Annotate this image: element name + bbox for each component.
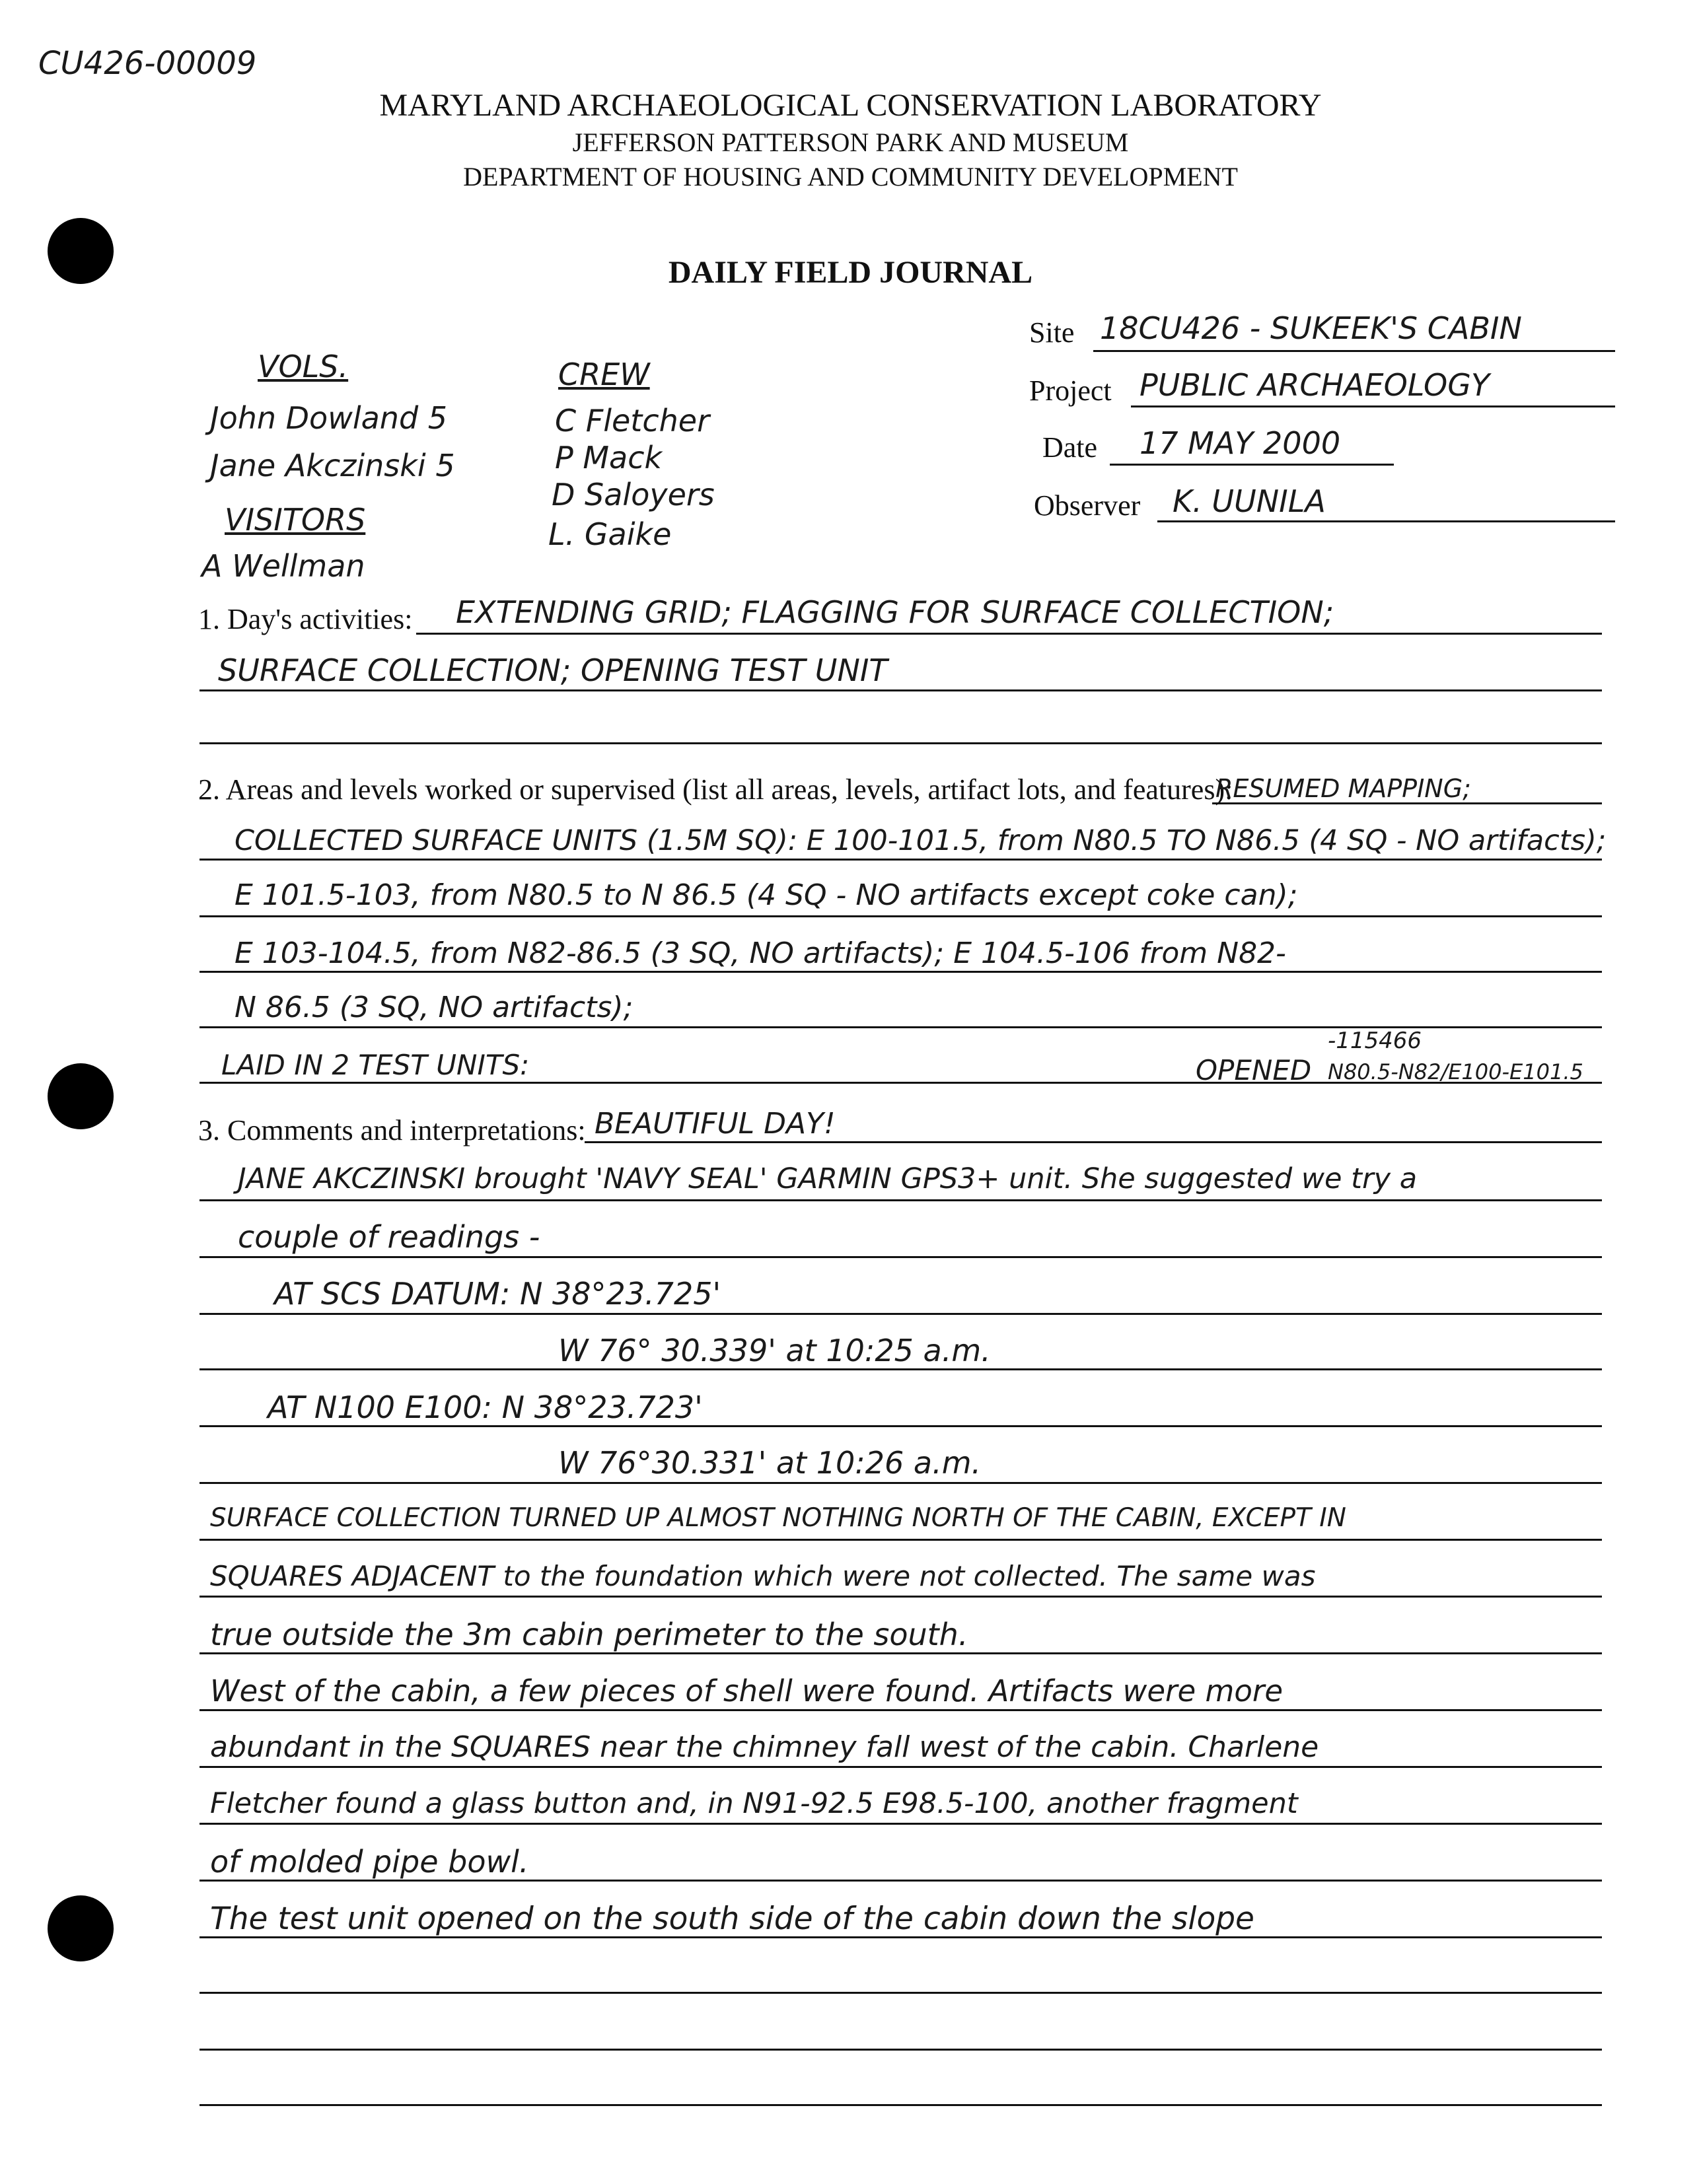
ruled-line xyxy=(199,1880,1602,1882)
project-label: Project xyxy=(1029,374,1112,407)
section-3-line: The test unit opened on the south side of the cabin down the slope xyxy=(210,1901,1254,1937)
observer-label: Observer xyxy=(1034,489,1141,522)
ruled-line xyxy=(199,1482,1602,1484)
ruled-line xyxy=(199,1709,1602,1711)
ruled-line xyxy=(199,2104,1602,2106)
ruled-line xyxy=(199,1082,1602,1084)
ruled-line xyxy=(199,689,1602,691)
section-3-label: 3. Comments and interpretations: xyxy=(198,1114,586,1146)
section-2-opened: OPENED xyxy=(1196,1054,1312,1086)
vols-heading: VOLS. xyxy=(258,349,349,384)
ruled-line xyxy=(199,1823,1602,1825)
ruled-line xyxy=(199,1766,1602,1768)
project-line xyxy=(1131,405,1615,407)
site-label: Site xyxy=(1029,316,1075,349)
section-2-first: RESUMED MAPPING; xyxy=(1215,774,1471,803)
section-2-line: N 86.5 (3 SQ, NO artifacts); xyxy=(235,991,633,1024)
ruled-line xyxy=(199,1313,1602,1315)
section-3-line: AT SCS DATUM: N 38°23.725' xyxy=(274,1276,721,1312)
date-value: 17 MAY 2000 xyxy=(1140,425,1341,461)
section-3-line: SURFACE COLLECTION TURNED UP ALMOST NOTHING NORTH OF THE CABIN, EXCEPT IN xyxy=(210,1503,1346,1533)
section-3-line: true outside the 3m cabin perimeter to the south. xyxy=(210,1617,968,1652)
section-3-line: W 76°30.331' at 10:26 a.m. xyxy=(558,1445,982,1481)
vol-name: John Dowland 5 xyxy=(210,400,448,436)
site-line xyxy=(1093,350,1615,352)
ruled-line xyxy=(199,1992,1602,1994)
ruled-line xyxy=(199,1596,1602,1598)
project-value: PUBLIC ARCHAEOLOGY xyxy=(1140,367,1490,403)
observer-value: K. UUNILA xyxy=(1173,483,1326,519)
section-2-line: E 101.5-103, from N80.5 to N 86.5 (4 SQ - NO artifacts except coke can); xyxy=(235,878,1298,912)
section-2-line: COLLECTED SURFACE UNITS (1.5M SQ): E 100-101.5, from N80.5 TO N86.5 (4 SQ - NO artifacts); xyxy=(235,824,1607,857)
section-2-line: E 103-104.5, from N82-86.5 (3 SQ, NO artifacts); E 104.5-106 from N82- xyxy=(235,936,1286,970)
ruled-line xyxy=(1212,802,1602,804)
section-3-line: Fletcher found a glass button and, in N91-92.5 E98.5-100, another fragment xyxy=(210,1787,1298,1820)
section-3-line: couple of readings - xyxy=(238,1219,540,1255)
document-id: CU426-00009 xyxy=(38,45,257,82)
ruled-line xyxy=(585,1141,1602,1143)
visitor-name: A Wellman xyxy=(201,548,365,584)
section-3-line: abundant in the SQUARES near the chimney fall west of the cabin. Charlene xyxy=(210,1730,1319,1764)
section-1-label: 1. Day's activities: xyxy=(198,603,413,635)
section-3-line: West of the cabin, a few pieces of shell were found. Artifacts were more xyxy=(210,1673,1284,1708)
section-1-line: EXTENDING GRID; FLAGGING FOR SURFACE COLLECTION; xyxy=(456,594,1334,630)
ruled-line xyxy=(199,1936,1602,1938)
ruled-line xyxy=(416,633,1602,635)
section-3-line: W 76° 30.339' at 10:25 a.m. xyxy=(558,1333,991,1368)
ruled-line xyxy=(199,1539,1602,1541)
section-3-line: of molded pipe bowl. xyxy=(210,1844,529,1880)
crew-name: P Mack xyxy=(555,440,663,476)
section-3-first: BEAUTIFUL DAY! xyxy=(595,1107,836,1141)
crew-name: C Fletcher xyxy=(555,403,709,439)
section-2-opened-id: -115466 xyxy=(1328,1028,1422,1054)
header-line-1: MARYLAND ARCHAEOLOGICAL CONSERVATION LABORATORY xyxy=(379,88,1322,123)
date-line xyxy=(1110,464,1394,466)
header-line-2: JEFFERSON PATTERSON PARK AND MUSEUM xyxy=(572,127,1129,157)
ruled-line xyxy=(199,1256,1602,1258)
section-2-opened-unit: N80.5-N82/E100-E101.5 xyxy=(1328,1059,1583,1084)
section-3-line: SQUARES ADJACENT to the foundation which were not collected. The same was xyxy=(210,1560,1316,1592)
section-2-laid: LAID IN 2 TEST UNITS: xyxy=(221,1049,530,1081)
page-title: DAILY FIELD JOURNAL xyxy=(668,255,1033,290)
ruled-line xyxy=(199,2049,1602,2051)
punch-hole xyxy=(48,1063,114,1129)
punch-hole xyxy=(48,1895,114,1961)
ruled-line xyxy=(199,1199,1602,1201)
ruled-line xyxy=(199,915,1602,917)
ruled-line xyxy=(199,1368,1602,1370)
header-line-3: DEPARTMENT OF HOUSING AND COMMUNITY DEVELOPMENT xyxy=(463,162,1238,192)
section-1-line: SURFACE COLLECTION; OPENING TEST UNIT xyxy=(218,652,888,688)
section-3-line: JANE AKCZINSKI brought 'NAVY SEAL' GARMIN GPS3+ unit. She suggested we try a xyxy=(238,1162,1418,1195)
observer-line xyxy=(1157,520,1615,522)
crew-name: D Saloyers xyxy=(552,477,715,512)
section-2-label: 2. Areas and levels worked or supervised (list all areas, levels, artifact lots, and features): xyxy=(198,773,1233,806)
visitors-heading: VISITORS xyxy=(225,502,366,538)
vol-name: Jane Akczinski 5 xyxy=(210,448,455,483)
site-value: 18CU426 - SUKEEK'S CABIN xyxy=(1100,310,1522,346)
ruled-line xyxy=(199,742,1602,744)
date-label: Date xyxy=(1042,431,1098,464)
crew-heading: CREW xyxy=(558,357,650,392)
ruled-line xyxy=(199,859,1602,861)
ruled-line xyxy=(199,1425,1602,1427)
ruled-line xyxy=(199,971,1602,973)
crew-name: L. Gaike xyxy=(548,516,672,552)
ruled-line xyxy=(199,1652,1602,1654)
section-3-line: AT N100 E100: N 38°23.723' xyxy=(268,1390,703,1425)
